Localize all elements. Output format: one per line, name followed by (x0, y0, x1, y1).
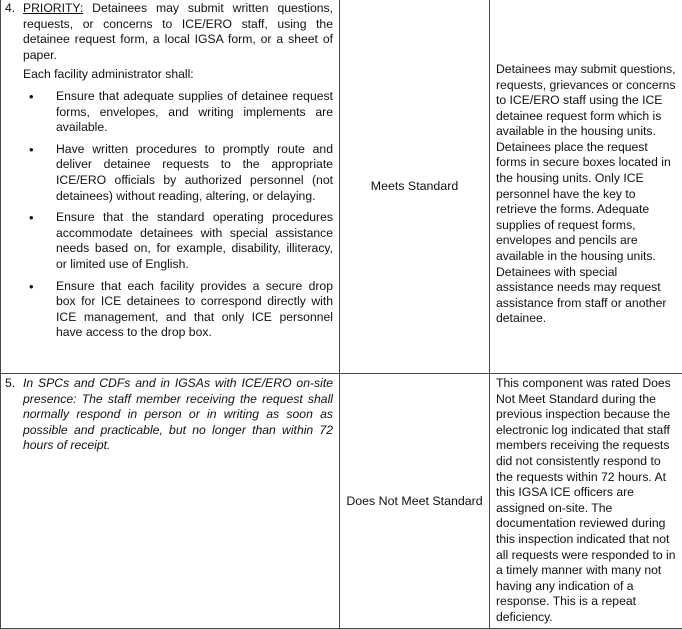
finding-text: Meets Standard (340, 179, 489, 193)
list-item-text: Have written procedures to promptly route and deliver detainee requests to the appropriate ICE/ERO officials by authorized personnel (not detainees) without reading, altering, or delaying. (56, 142, 333, 203)
list-item (23, 142, 333, 204)
priority-label: PRIORITY: (23, 1, 83, 15)
requirement-cell (1, 374, 340, 629)
comment-text: This component was rated Does Not Meet Standard during the previous inspection because the electronic log indicated that staff members receiving the requests did not consistently respond to the requests within 72 hours. At this IGSA ICE officers are assigned on-site. The documentation reviewed during this inspection indicated that not all requests were responded to in a timely manner with many not having any indication of a response. This is a repeat deficiency. (496, 376, 676, 624)
bullet-icon: • (29, 279, 34, 295)
requirement-text: In SPCs and CDFs and in IGSAs with ICE/ERO on-site presence: The staff member receiving the request shall normally respond in person or in writing as soon as possible and practicable, but no longer than within 72 hours of receipt. (23, 376, 333, 452)
bullet-icon: • (29, 210, 34, 226)
item-number: 5. (5, 376, 15, 392)
finding-cell (340, 0, 490, 374)
list-item (23, 210, 333, 272)
table-row (1, 0, 682, 374)
requirement-text: Detainees may submit written questions, requests, or concerns to ICE/ERO staff, using the detainee request form, a local IGSA form, or a sheet of paper. (23, 1, 333, 62)
list-item-text: Ensure that each facility provides a secure drop box for ICE detainees to correspond directly with ICE management, and that only ICE personnel have access to the drop box. (56, 279, 333, 340)
comment-cell (490, 374, 682, 629)
bullet-icon: • (29, 142, 34, 158)
requirement-list (23, 89, 333, 341)
bullet-icon: • (29, 89, 34, 105)
list-item-text: Ensure that the standard operating procedures accommodate detainees with special assistance needs based on, for example, disability, illiteracy, or limited use of English. (56, 210, 333, 271)
list-item (23, 89, 333, 136)
comment-cell (490, 0, 682, 374)
item-number: 4. (5, 1, 15, 17)
finding-cell (340, 374, 490, 629)
list-item-text: Ensure that adequate supplies of detainee request forms, envelopes, and writing implements are available. (56, 89, 333, 134)
requirement-intro: Each facility administrator shall: (23, 67, 333, 83)
table-row (1, 374, 682, 629)
comment-text: Detainees may submit questions, requests, grievances or concerns to ICE/ERO staff using the ICE detainee request form which is available in the housing units. Detainees place the request forms in secure boxes located in the housing units. Only ICE personnel have the key to retrieve the forms. Adequate supplies of request forms, envelopes and pencils are available in the housing units. Detainees with special assistance needs may request assistance from staff or another detainee. (496, 62, 676, 326)
requirement-cell (1, 0, 340, 374)
finding-text: Does Not Meet Standard (340, 494, 489, 508)
list-item (23, 279, 333, 341)
